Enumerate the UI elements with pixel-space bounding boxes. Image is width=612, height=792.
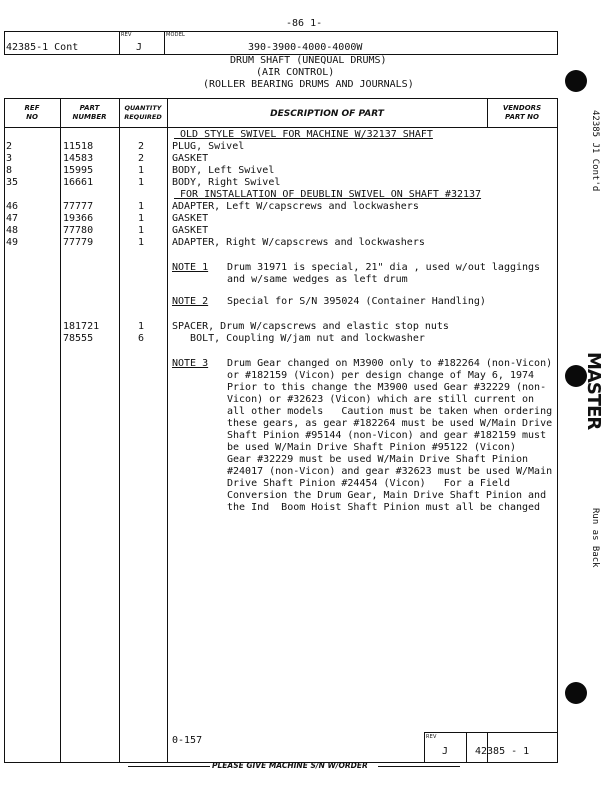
table-row (0, 321, 560, 333)
table-row (0, 177, 560, 189)
header-top-rule (4, 31, 558, 32)
doc-number: 42385-1 Cont (6, 42, 79, 53)
row-qty: 2 (138, 141, 145, 152)
subtitle-3: (ROLLER BEARING DRUMS AND JOURNALS) (203, 79, 414, 90)
row-qty: 1 (138, 321, 145, 332)
row-part: 78555 (63, 333, 94, 344)
note2-line1: Special for S/N 395024 (Container Handling) (227, 296, 486, 307)
row-desc: SPACER, Drum W/capscrews and elastic stop nuts (172, 321, 449, 332)
note3-line: Drive Shaft Pinion #24454 (Vicon) For a Field (227, 478, 510, 489)
row-qty: 1 (138, 213, 145, 224)
col-head-qty: QUANTITY REQUIRED (124, 104, 162, 121)
footer-rev-left-rule (424, 732, 425, 762)
row-desc: BODY, Right Swivel (172, 177, 281, 188)
row-desc: OLD STYLE SWIVEL FOR MACHINE W/32137 SHAFT (174, 129, 433, 140)
row-ref: 48 (6, 225, 19, 236)
note1-line2: and w/same wedges as left drum (227, 274, 408, 285)
note1-label: NOTE 1 (172, 262, 209, 273)
col-head-desc: DESCRIPTION OF PART (270, 109, 384, 119)
row-ref: 8 (6, 165, 13, 176)
row-ref: 47 (6, 213, 19, 224)
table-row (0, 237, 560, 249)
row-desc: BOLT, Coupling W/jam nut and lockwasher (172, 333, 425, 344)
footer-doc-number: 42385 - 1 (475, 746, 530, 757)
row-desc: FOR INSTALLATION OF DEUBLIN SWIVEL ON SHAFT #32137 (174, 189, 482, 200)
footer-rev-right-rule (466, 732, 467, 762)
note3-line: Conversion the Drum Gear, Main Drive Shaft Pinion and (227, 490, 547, 501)
note3-line: Vicon) or #32623 (Vicon) which are still current on (227, 394, 535, 405)
row-desc: ADAPTER, Left W/capscrews and lockwashers (172, 201, 419, 212)
row-qty: 6 (138, 333, 145, 344)
table-row (0, 225, 560, 237)
note3-line: Shaft Pinion #95144 (non-Vicon) and gear #182159 must (227, 430, 547, 441)
note3-line: or #182159 (Vicon) per design change of May 6, 1974 (227, 370, 535, 381)
punch-dot-top (565, 70, 587, 92)
row-part: 14583 (63, 153, 94, 164)
table-row (0, 213, 560, 225)
row-ref: 2 (6, 141, 13, 152)
note3-line: the Ind Boom Hoist Shaft Pinion must all be changed (227, 502, 541, 513)
row-part: 19366 (63, 213, 94, 224)
subtitle-2: (AIR CONTROL) (256, 67, 335, 78)
col-head-part: PART NUMBER (72, 104, 107, 121)
row-qty: 1 (138, 237, 145, 248)
note3-line: these gears, as gear #182264 must be used W/Main Drive (227, 418, 553, 429)
col-head-ref: REF NO (24, 104, 40, 121)
header-left-rule (4, 31, 5, 54)
header-right-rule (557, 31, 558, 54)
table-row (0, 153, 560, 165)
row-part: 181721 (63, 321, 100, 332)
footer-rev-value: J (442, 746, 449, 757)
model-label: MODEL (166, 32, 186, 38)
col-head-vendors: VENDORS PART NO (502, 104, 542, 121)
row-ref: 49 (6, 237, 19, 248)
row-desc: GASKET (172, 213, 209, 224)
table-top-rule (4, 98, 558, 99)
row-part: 77780 (63, 225, 94, 236)
table-head-rule (4, 127, 558, 128)
header-rev-divider (119, 31, 120, 54)
master-stamp: MASTER (583, 352, 604, 430)
table-row (0, 189, 560, 201)
row-qty: 1 (138, 177, 145, 188)
footer-instruction: PLEASE GIVE MACHINE S/N W/ORDER (212, 761, 368, 770)
note3-line: Prior to this change the M3900 used Gear #32229 (non- (227, 382, 547, 393)
row-part: 11518 (63, 141, 94, 152)
note3-line: Gear #32229 must be used W/Main Drive Shaft Pinion (227, 454, 529, 465)
row-part: 15995 (63, 165, 94, 176)
subtitle-1: DRUM SHAFT (UNEQUAL DRUMS) (230, 55, 387, 66)
note1-line1: Drum 31971 is special, 21" dia , used w/out laggings (227, 262, 541, 273)
footer-line-left (128, 766, 210, 767)
row-ref: 3 (6, 153, 13, 164)
footer-line-right (378, 766, 460, 767)
note3-line: #24017 (non-Vicon) and gear #32623 must be used W/Main (227, 466, 553, 477)
row-ref: 35 (6, 177, 19, 188)
rev-value: J (136, 42, 143, 53)
row-ref: 46 (6, 201, 19, 212)
row-qty: 1 (138, 201, 145, 212)
row-desc: BODY, Left Swivel (172, 165, 275, 176)
note3-line: all other models Caution must be taken when ordering (227, 406, 553, 417)
table-row (0, 141, 560, 153)
footer-box-top-rule (424, 732, 558, 733)
row-qty: 2 (138, 153, 145, 164)
note3-label: NOTE 3 (172, 358, 209, 369)
table-row (0, 201, 560, 213)
row-desc: PLUG, Swivel (172, 141, 245, 152)
row-qty: 1 (138, 165, 145, 176)
rev-label: REV (121, 32, 132, 38)
note2-label: NOTE 2 (172, 296, 209, 307)
row-part: 16661 (63, 177, 94, 188)
row-part: 77779 (63, 237, 94, 248)
margin-run-as-back: Run as Back (590, 508, 600, 568)
row-qty: 1 (138, 225, 145, 236)
row-part: 77777 (63, 201, 94, 212)
table-row (0, 129, 560, 141)
row-desc: ADAPTER, Right W/capscrews and lockwashers (172, 237, 425, 248)
note3-line: be used W/Main Drive Shaft Pinion #95122 (Vicon) (227, 442, 516, 453)
table-row (0, 333, 560, 345)
note3-line: Drum Gear changed on M3900 only to #182264 (non-Vicon) (227, 358, 553, 369)
page-code: 0-157 (172, 735, 203, 746)
row-desc: GASKET (172, 225, 209, 236)
punch-dot-bottom (565, 682, 587, 704)
row-desc: GASKET (172, 153, 209, 164)
page-label: -86 1- (286, 18, 323, 29)
model-value: 390-3900-4000-4000W (248, 42, 363, 53)
table-row (0, 165, 560, 177)
header-model-divider (164, 31, 165, 54)
margin-doc-ref: 42385 J1 Cont'd (590, 110, 600, 192)
footer-rev-label: REV (426, 734, 437, 740)
